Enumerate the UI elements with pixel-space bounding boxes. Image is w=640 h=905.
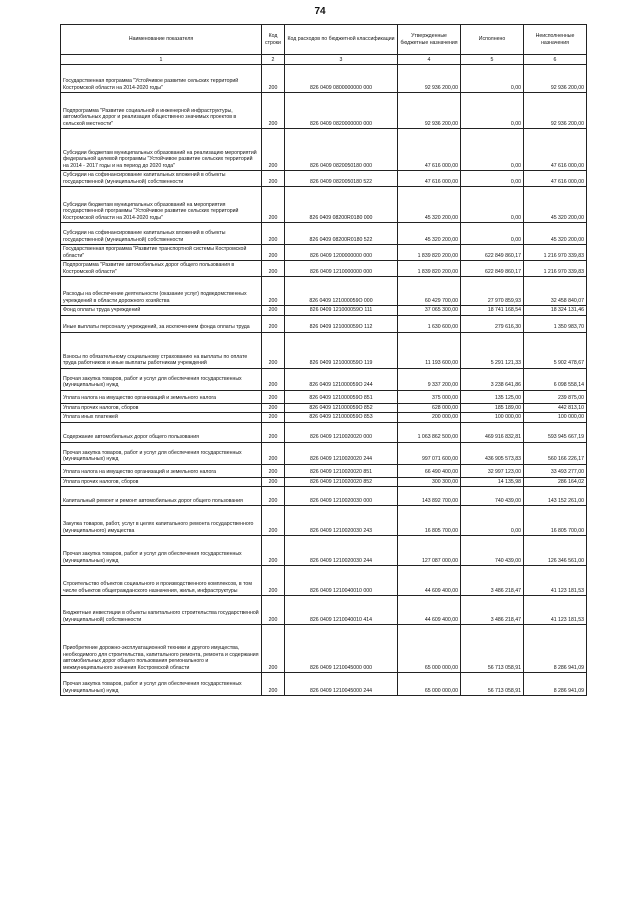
- row-name: Прочая закупка товаров, работ и услуг для обеспечения государственных (муниципальных) нужд: [61, 673, 262, 696]
- row-unexecuted: 45 320 200,00: [524, 187, 587, 223]
- row-unexecuted: 286 164,02: [524, 477, 587, 487]
- row-unexecuted: 41 123 181,53: [524, 596, 587, 625]
- row-unexecuted: 33 493 277,00: [524, 464, 587, 477]
- row-unexecuted: 239 875,00: [524, 390, 587, 403]
- row-approved: 1 839 820 200,00: [398, 261, 461, 277]
- row-line-code: 200: [262, 171, 285, 187]
- row-name: Уплата иных платежей: [61, 413, 262, 423]
- row-name: Содержание автомобильных дорог общего пользования: [61, 422, 262, 442]
- row-name: Подпрограмма "Развитие автомобильных дорог общего пользования в Костромской области": [61, 261, 262, 277]
- row-executed: 279 616,30: [461, 315, 524, 332]
- row-name: Субсидии на софинансирование капитальных вложений в объекты государственной (муниципальной) собственности: [61, 223, 262, 245]
- table-row: [61, 306, 587, 316]
- row-executed: 56 713 058,91: [461, 673, 524, 696]
- budget-execution-table: [60, 24, 587, 696]
- table-row: [61, 332, 587, 368]
- row-budget-code: 826 0409 08200R0180 000: [285, 187, 398, 223]
- row-budget-code: 826 0409 121000059О 111: [285, 306, 398, 316]
- row-unexecuted: 143 152 261,00: [524, 487, 587, 506]
- row-name: Уплата прочих налогов, сборов: [61, 403, 262, 413]
- row-executed: 622 849 860,17: [461, 245, 524, 261]
- row-budget-code: 826 0409 1210045000 000: [285, 625, 398, 673]
- header-line-code: Код строки: [262, 25, 285, 55]
- row-executed: 0,00: [461, 129, 524, 171]
- row-executed: 3 238 641,86: [461, 368, 524, 390]
- header-budget-code: Код расходов по бюджетной классификации: [285, 25, 398, 55]
- table-row: [61, 625, 587, 673]
- table-row: [61, 368, 587, 390]
- table-row: [61, 261, 587, 277]
- row-approved: 1 063 862 500,00: [398, 422, 461, 442]
- row-budget-code: 826 0409 1210020020 000: [285, 422, 398, 442]
- table-row: [61, 65, 587, 93]
- row-executed: 32 997 123,00: [461, 464, 524, 477]
- header-unexecuted: Неисполненные назначения: [524, 25, 587, 55]
- row-unexecuted: 593 945 667,19: [524, 422, 587, 442]
- row-unexecuted: 100 000,00: [524, 413, 587, 423]
- row-approved: 1 630 600,00: [398, 315, 461, 332]
- row-approved: 997 071 600,00: [398, 442, 461, 464]
- row-name: Строительство объектов социального и производственного комплексов, в том числе объектов общегражданского назначения, жилья, инфраструктуры: [61, 566, 262, 596]
- row-approved: 44 609 400,00: [398, 566, 461, 596]
- row-line-code: 200: [262, 477, 285, 487]
- row-unexecuted: 8 286 941,09: [524, 625, 587, 673]
- row-budget-code: 826 0409 0820050180 522: [285, 171, 398, 187]
- row-approved: 45 320 200,00: [398, 223, 461, 245]
- row-executed: 0,00: [461, 223, 524, 245]
- table-row: [61, 673, 587, 696]
- row-line-code: 200: [262, 332, 285, 368]
- table-row: [61, 315, 587, 332]
- row-line-code: 200: [262, 65, 285, 93]
- row-line-code: 200: [262, 487, 285, 506]
- row-unexecuted: 6 098 558,14: [524, 368, 587, 390]
- row-budget-code: 826 0409 1210000000 000: [285, 261, 398, 277]
- table-header-row: [61, 25, 587, 55]
- row-line-code: 200: [262, 223, 285, 245]
- row-unexecuted: 1 350 983,70: [524, 315, 587, 332]
- row-executed: 3 486 218,47: [461, 566, 524, 596]
- row-approved: 45 320 200,00: [398, 187, 461, 223]
- row-budget-code: 826 0409 08200R0180 522: [285, 223, 398, 245]
- row-approved: 375 000,00: [398, 390, 461, 403]
- table-row: [61, 487, 587, 506]
- column-number: 2: [262, 55, 285, 65]
- row-budget-code: 826 0409 121000059О 853: [285, 413, 398, 423]
- row-budget-code: 826 0409 1210040010 414: [285, 596, 398, 625]
- row-approved: 60 429 700,00: [398, 277, 461, 306]
- row-budget-code: 826 0409 121000059О 000: [285, 277, 398, 306]
- table-row: [61, 245, 587, 261]
- header-name: Наименование показателя: [61, 25, 262, 55]
- header-executed: Исполнено: [461, 25, 524, 55]
- row-approved: 92 936 200,00: [398, 93, 461, 129]
- row-executed: 740 439,00: [461, 487, 524, 506]
- row-executed: 185 189,00: [461, 403, 524, 413]
- row-unexecuted: 1 216 970 339,83: [524, 261, 587, 277]
- row-name: Капитальный ремонт и ремонт автомобильных дорог общего пользования: [61, 487, 262, 506]
- row-line-code: 200: [262, 625, 285, 673]
- row-line-code: 200: [262, 673, 285, 696]
- row-unexecuted: 5 902 478,67: [524, 332, 587, 368]
- row-executed: 56 713 058,91: [461, 625, 524, 673]
- row-budget-code: 826 0409 1210020020 851: [285, 464, 398, 477]
- row-executed: 469 916 832,81: [461, 422, 524, 442]
- table-row: [61, 477, 587, 487]
- row-line-code: 200: [262, 306, 285, 316]
- row-line-code: 200: [262, 596, 285, 625]
- row-line-code: 200: [262, 422, 285, 442]
- row-budget-code: 826 0409 1200000000 000: [285, 245, 398, 261]
- row-name: Закупка товаров, работ, услуг в целях капитального ремонта государственного (муниципального) имущества: [61, 506, 262, 536]
- column-number: 6: [524, 55, 587, 65]
- row-budget-code: 826 0409 121000059О 119: [285, 332, 398, 368]
- row-budget-code: 826 0409 1210040010 000: [285, 566, 398, 596]
- table-row: [61, 464, 587, 477]
- row-name: Субсидии на софинансирование капитальных вложений в объекты государственной (муниципальной) собственности: [61, 171, 262, 187]
- row-budget-code: 826 0409 1210020030 243: [285, 506, 398, 536]
- table-row: [61, 171, 587, 187]
- row-unexecuted: 45 320 200,00: [524, 223, 587, 245]
- row-executed: 135 125,00: [461, 390, 524, 403]
- row-line-code: 200: [262, 536, 285, 566]
- row-name: Иные выплаты персоналу учреждений, за исключением фонда оплаты труда: [61, 315, 262, 332]
- row-unexecuted: 47 616 000,00: [524, 129, 587, 171]
- row-executed: 0,00: [461, 171, 524, 187]
- row-approved: 628 000,00: [398, 403, 461, 413]
- column-number: 1: [61, 55, 262, 65]
- row-approved: 66 490 400,00: [398, 464, 461, 477]
- table-row: [61, 536, 587, 566]
- row-line-code: 200: [262, 390, 285, 403]
- row-unexecuted: 18 324 131,46: [524, 306, 587, 316]
- row-unexecuted: 126 346 561,00: [524, 536, 587, 566]
- row-line-code: 200: [262, 187, 285, 223]
- row-name: Государственная программа "Устойчивое развитие сельских территорий Костромской области на 2014-2020 годы": [61, 65, 262, 93]
- table-row: [61, 596, 587, 625]
- table-row: [61, 129, 587, 171]
- row-unexecuted: 8 286 941,09: [524, 673, 587, 696]
- table-row: [61, 566, 587, 596]
- row-line-code: 200: [262, 315, 285, 332]
- row-line-code: 200: [262, 506, 285, 536]
- row-unexecuted: 560 166 226,17: [524, 442, 587, 464]
- row-approved: 16 805 700,00: [398, 506, 461, 536]
- row-executed: 622 849 860,17: [461, 261, 524, 277]
- row-unexecuted: 16 805 700,00: [524, 506, 587, 536]
- row-executed: 0,00: [461, 93, 524, 129]
- row-name: Субсидии бюджетам муниципальных образований на мероприятия государственной программы "Устойчивое развитие сельских территорий Костромской области на 2014-2020 годы": [61, 187, 262, 223]
- row-executed: 740 439,00: [461, 536, 524, 566]
- row-budget-code: 826 0409 1210020030 000: [285, 487, 398, 506]
- table-row: [61, 442, 587, 464]
- row-name: Прочая закупка товаров, работ и услуг для обеспечения государственных (муниципальных) нужд: [61, 368, 262, 390]
- row-line-code: 200: [262, 464, 285, 477]
- column-number: 4: [398, 55, 461, 65]
- row-budget-code: 826 0409 121000059О 112: [285, 315, 398, 332]
- column-number-row: [61, 55, 587, 65]
- row-budget-code: 826 0409 121000059О 852: [285, 403, 398, 413]
- row-name: Государственная программа "Развитие транспортной системы Костромской области": [61, 245, 262, 261]
- row-unexecuted: 1 216 970 339,83: [524, 245, 587, 261]
- row-name: Подпрограмма "Развитие социальной и инженерной инфраструктуры, автомобильных дорог и реализация общественно значимых проектов в сельской местности": [61, 93, 262, 129]
- column-number: 3: [285, 55, 398, 65]
- row-unexecuted: 92 936 200,00: [524, 65, 587, 93]
- row-name: Приобретение дорожно-эксплуатационной техники и другого имущества, необходимого для строительства, капитального ремонта, ремонта и содержания автомобильных дорог общего пользования регионального и межмуниципального значения Костромской области: [61, 625, 262, 673]
- row-approved: 9 337 200,00: [398, 368, 461, 390]
- table-row: [61, 277, 587, 306]
- row-executed: 436 905 573,83: [461, 442, 524, 464]
- row-approved: 92 936 200,00: [398, 65, 461, 93]
- table-row: [61, 187, 587, 223]
- row-unexecuted: 47 616 000,00: [524, 171, 587, 187]
- row-line-code: 200: [262, 403, 285, 413]
- row-budget-code: 826 0409 1210020020 852: [285, 477, 398, 487]
- row-line-code: 200: [262, 245, 285, 261]
- row-executed: 100 000,00: [461, 413, 524, 423]
- row-approved: 300 300,00: [398, 477, 461, 487]
- row-executed: 5 291 121,33: [461, 332, 524, 368]
- row-name: Бюджетные инвестиции в объекты капитального строительства государственной (муниципальной) собственности: [61, 596, 262, 625]
- row-budget-code: 826 0409 1210020020 244: [285, 442, 398, 464]
- table-row: [61, 403, 587, 413]
- row-unexecuted: 41 123 181,53: [524, 566, 587, 596]
- row-executed: 0,00: [461, 187, 524, 223]
- table-row: [61, 390, 587, 403]
- row-name: Прочая закупка товаров, работ и услуг для обеспечения государственных (муниципальных) нужд: [61, 442, 262, 464]
- row-budget-code: 826 0409 0820050180 000: [285, 129, 398, 171]
- row-approved: 127 087 000,00: [398, 536, 461, 566]
- row-line-code: 200: [262, 129, 285, 171]
- header-approved: Утвержденные бюджетные назначения: [398, 25, 461, 55]
- row-name: Уплата налога на имущество организаций и земельного налога: [61, 390, 262, 403]
- row-approved: 65 000 000,00: [398, 625, 461, 673]
- row-budget-code: 826 0409 0820000000 000: [285, 93, 398, 129]
- row-unexecuted: 442 813,10: [524, 403, 587, 413]
- row-approved: 200 000,00: [398, 413, 461, 423]
- row-name: Взносы по обязательному социальному страхованию на выплаты по оплате труда работников и иные выплаты работникам учреждений: [61, 332, 262, 368]
- row-executed: 0,00: [461, 65, 524, 93]
- row-name: Уплата налога на имущество организаций и земельного налога: [61, 464, 262, 477]
- row-approved: 65 000 000,00: [398, 673, 461, 696]
- row-budget-code: 826 0409 1210045000 244: [285, 673, 398, 696]
- row-budget-code: 826 0409 0800000000 000: [285, 65, 398, 93]
- row-approved: 47 616 000,00: [398, 171, 461, 187]
- table-row: [61, 506, 587, 536]
- row-line-code: 200: [262, 442, 285, 464]
- row-executed: 3 486 218,47: [461, 596, 524, 625]
- row-line-code: 200: [262, 93, 285, 129]
- table-row: [61, 413, 587, 423]
- row-budget-code: 826 0409 1210020030 244: [285, 536, 398, 566]
- page-number: 74: [314, 6, 326, 17]
- column-number: 5: [461, 55, 524, 65]
- row-executed: 18 741 168,54: [461, 306, 524, 316]
- row-line-code: 200: [262, 277, 285, 306]
- row-approved: 37 065 300,00: [398, 306, 461, 316]
- row-executed: 0,00: [461, 506, 524, 536]
- row-approved: 1 839 820 200,00: [398, 245, 461, 261]
- row-line-code: 200: [262, 261, 285, 277]
- row-budget-code: 826 0409 121000059О 851: [285, 390, 398, 403]
- row-name: Прочая закупка товаров, работ и услуг для обеспечения государственных (муниципальных) нужд: [61, 536, 262, 566]
- table-row: [61, 93, 587, 129]
- row-approved: 11 193 600,00: [398, 332, 461, 368]
- row-unexecuted: 32 458 840,07: [524, 277, 587, 306]
- table-body: [61, 65, 587, 696]
- row-approved: 143 892 700,00: [398, 487, 461, 506]
- row-executed: 14 135,98: [461, 477, 524, 487]
- table-row: [61, 223, 587, 245]
- row-name: Уплата прочих налогов, сборов: [61, 477, 262, 487]
- row-line-code: 200: [262, 368, 285, 390]
- row-name: Расходы на обеспечение деятельности (оказание услуг) подведомственных учреждений в области дорожного хозяйства: [61, 277, 262, 306]
- row-name: Субсидии бюджетам муниципальных образований на реализацию мероприятий федеральной целевой программы "Устойчивое развитие сельских территорий на 2014 - 2017 годы и на период до 2020 года": [61, 129, 262, 171]
- row-approved: 44 609 400,00: [398, 596, 461, 625]
- row-name: Фонд оплаты труда учреждений: [61, 306, 262, 316]
- row-budget-code: 826 0409 121000059О 244: [285, 368, 398, 390]
- row-line-code: 200: [262, 413, 285, 423]
- row-approved: 47 616 000,00: [398, 129, 461, 171]
- table-row: [61, 422, 587, 442]
- row-unexecuted: 92 936 200,00: [524, 93, 587, 129]
- row-line-code: 200: [262, 566, 285, 596]
- row-executed: 27 970 859,93: [461, 277, 524, 306]
